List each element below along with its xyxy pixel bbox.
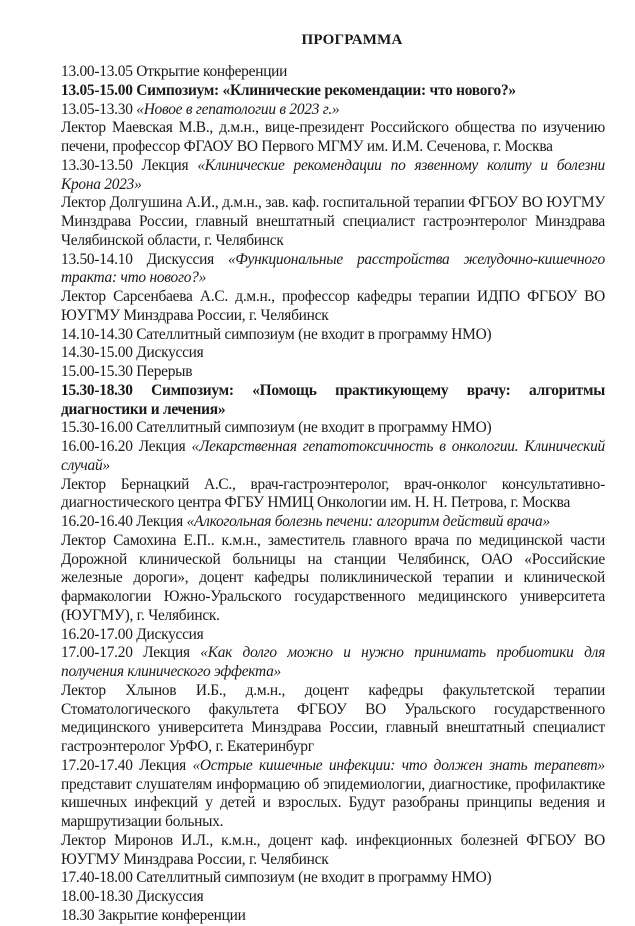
item-time: 16.20-16.40 [61,513,133,530]
program-item [61,363,605,382]
item-kind: Лекция [143,644,190,662]
program-item [61,344,605,363]
program-item [61,907,605,926]
program-item [61,438,605,476]
lecturer-info: Лектор Бернацкий А.С., врач-гастроэнтеролог, врач-онколог консультативно-диагностического центра ФГБУ НМИЦ Онкологии им. Н. Н. Петрова, г. Москва [61,475,605,512]
program-item [61,251,605,289]
item-text: Сателлитный симпозиум (не входит в программу НМО) [136,419,492,437]
item-title: «Функциональные расстройства желудочно-кишечного тракта: что нового?» [61,250,605,287]
item-text: Дискуссия [136,625,204,643]
item-kind: Лекция [139,756,186,774]
item-text: Открытие конференции [136,63,288,80]
lecturer-info: Лектор Миронов И.Л., к.м.н., доцент каф. инфекционных болезней ФГБОУ ВО ЮУГМУ Минздрава России, г. Челябинск [61,831,605,868]
item-time: 13.30-13.50 [61,156,133,174]
item-text: Сателлитный симпозиум (не входит в программу НМО) [136,325,492,343]
item-text: Перерыв [136,363,193,380]
item-title: «Алкогольная болезнь печени: алгоритм действий врача» [186,513,550,530]
item-time: 16.20-17.00 [61,625,133,643]
item-time: 18.30 [61,906,95,924]
program-item [61,869,605,888]
symposium-heading [61,82,605,101]
item-time: 13.05-15.00 [61,81,133,99]
program-item [61,757,605,832]
item-text: Дискуссия [136,888,204,905]
lecturer-info: Лектор Долгушина А.И., д.м.н., зав. каф. госпитальной терапии ФГБОУ ВО ЮУГМУ Минздрава России, главный внештатный специалист гастроэнтеролог Минздрава Челябинской области, г. Челябинск [61,194,605,249]
item-time: 17.00-17.20 [61,644,133,662]
item-time: 17.20-17.40 [61,756,133,774]
item-text: Дискуссия [136,344,204,362]
program-item [61,419,605,438]
item-time: 16.00-16.20 [61,438,133,455]
item-time: 14.10-14.30 [61,325,133,343]
item-title: «Лекарственная гепатотоксичность в онкологии. Клинический случай» [61,438,605,474]
item-time: 15.30-16.00 [61,419,133,437]
lecturer-info: Лектор Сарсенбаева А.С. д.м.н., профессор кафедры терапии ИДПО ФГБОУ ВО ЮУГМУ Минздрава России, г. Челябинск [61,288,605,324]
item-time: 15.30-18.30 [61,381,133,399]
item-time: 15.00-15.30 [61,363,133,380]
item-time: 13.00-13.05 [61,63,133,80]
program-item [61,101,605,120]
item-time: 17.40-18.00 [61,869,133,887]
item-kind: Лекция [136,513,183,530]
item-text: Сателлитный симпозиум (не входит в программу НМО) [136,869,492,887]
program-item [61,626,605,645]
item-time: 14.30-15.00 [61,344,133,362]
program-item [61,513,605,532]
lecturer-info: Лектор Маевская М.В., д.м.н., вице-президент Российского общества по изучению печени, профессор ФГАОУ ВО Первого МГМУ им. И.М. Сеченова, г. Москва [61,119,605,155]
item-text: Симпозиум: «Клинические рекомендации: что нового?» [136,81,516,99]
item-time: 13.50-14.10 [61,250,133,268]
program-item [61,644,605,682]
program-item [61,326,605,345]
symposium-heading [61,382,605,420]
item-text: Закрытие конференции [98,906,246,924]
program-title: ПРОГРАММА [301,32,403,48]
item-description: представит слушателям информацию об эпидемиологии, диагностике, профилактике кишечных инфекций у детей и взрослых. Будут разобраны принципы ведения и маршрутизации больных. [61,775,605,830]
item-kind: Лекция [141,156,189,174]
item-title: «Клинические рекомендации по язвенному колиту и болезни Крона 2023» [61,156,605,193]
item-title: «Острые кишечные инфекции: что должен знать терапевт» [192,756,605,774]
lecturer-info: Лектор Самохина Е.П.. к.м.н., заместитель главного врача по медицинской части Дорожной клинической больницы на станции Челябинск, ОАО «Российские железные дороги», доцент кафедры поликлинической терапии и клинической фармакологии Южно-Уральского государственного медицинского университета (ЮУГМУ), г. Челябинск. [61,531,605,624]
lecturer-info: Лектор Хлынов И.Б., д.м.н., доцент кафедры факультетской терапии Стоматологического факультета ФГБОУ ВО Уральского государственного медицинского университета Минздрава России, главный внештатный специалист гастроэнтеролог УрФО, г. Екатеринбург [61,681,605,755]
item-text: Симпозиум: «Помощь практикующему врачу: алгоритмы диагностики и лечения» [61,381,605,418]
item-title: «Новое в гепатологии в 2023 г.» [136,100,340,118]
program-document [61,30,605,926]
item-time: 13.05-13.30 [61,100,133,118]
item-kind: Дискуссия [146,250,214,268]
item-time: 18.00-18.30 [61,888,133,905]
program-item [61,63,605,82]
program-item [61,888,605,907]
item-title: «Как долго можно и нужно принимать пробиотики для получения клинического эффекта» [61,644,605,680]
item-kind: Лекция [138,438,186,455]
program-item [61,157,605,195]
